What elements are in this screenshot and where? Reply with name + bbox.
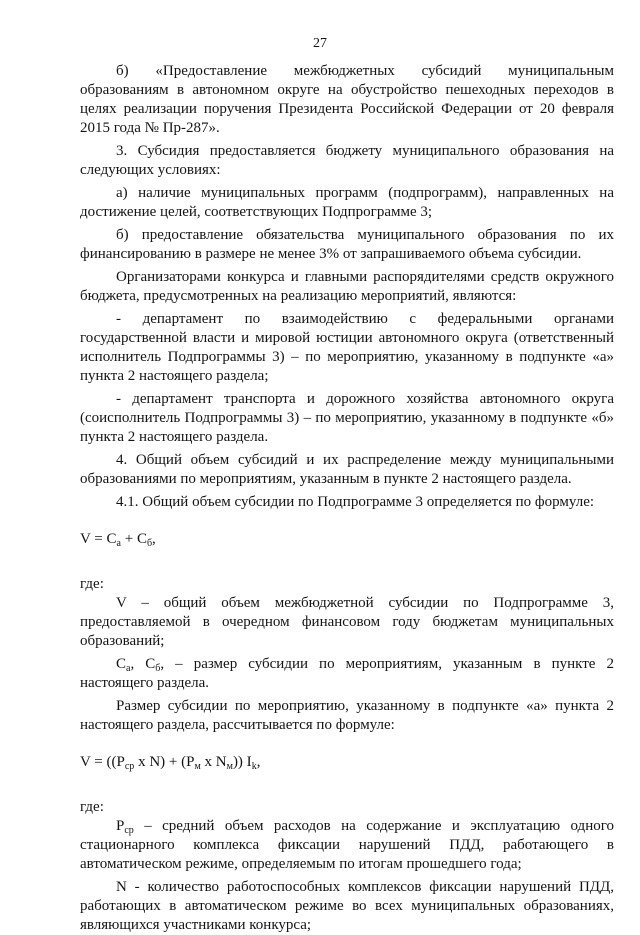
formula1-sub-b: б (146, 538, 153, 549)
formula-subsidy-a (80, 753, 614, 772)
formula1-plus: + C (120, 531, 147, 547)
paragraph-5: Организаторами конкурса и главными распорядителями средств окружного бюджета, предусмотренных на реализацию мероприятий, являются: (80, 269, 614, 304)
formula2-sub-m: м (194, 761, 201, 772)
paragraph-11 (80, 655, 614, 693)
symbol-p-sub: ср (124, 825, 134, 836)
formula2-part4: )) I (232, 754, 252, 770)
formula2-part1: V = ((P (80, 754, 125, 770)
paragraph-14: N - количество работоспособных комплексов фиксации нарушений ПДД, работающих в автоматическом режиме во всех муниципальных образованиях, являющихся участниками конкурса; (80, 879, 614, 933)
paragraph-12: Размер субсидии по мероприятию, указанному в подпункте «а» пункта 2 настоящего раздела, рассчитывается по формуле: (80, 698, 614, 733)
paragraph-11-text: – размер субсидии по мероприятиям, указанным в пункте 2 настоящего раздела. (80, 656, 614, 691)
paragraph-13-text: – средний объем расходов на содержание и эксплуатацию одного стационарного комплекса фиксации нарушений ПДД, работающего в автоматическом режиме, определяемым по итогам прошедшего года; (80, 818, 614, 872)
symbol-cb-sub: б (155, 663, 161, 674)
paragraph-7: - департамент транспорта и дорожного хозяйства автономного округа (соисполнитель Подпрограммы 3) – по мероприятию, указанному в подпункте «б» пункта 2 настоящего раздела. (80, 391, 614, 445)
formula1-sub-a: а (116, 538, 121, 549)
formula2-part3: x N (200, 754, 227, 770)
formula2-sub-m2: м (226, 761, 233, 772)
document-body (80, 62, 614, 935)
formula-total-subsidy (80, 530, 614, 549)
paragraph-8: 4. Общий объем субсидий и их распределение между муниципальными образованиями по мероприятиям, указанным в пункте 2 настоящего раздела. (80, 452, 614, 487)
formula2-end: , (256, 754, 261, 770)
paragraph-13 (80, 817, 614, 874)
paragraph-9: 4.1. Общий объем субсидии по Подпрограмме 3 определяется по формуле: (116, 494, 595, 510)
where-label-2: где: (80, 799, 104, 815)
formula2-sub-sr: ср (124, 761, 135, 772)
formula2-sub-k: k (251, 761, 257, 772)
paragraph-1: б) «Предоставление межбюджетных субсидий муниципальным образованиям в автономном округе на обустройство пешеходных переходов в целях реализации поручения Президента Российской Федерации от 20 февраля 2015 года № Пр-287». (80, 63, 614, 136)
symbol-p: P (116, 818, 125, 834)
formula2-part2: x N) + (P (134, 754, 195, 770)
symbol-comma: , (160, 656, 165, 672)
page-number: 27 (313, 36, 327, 51)
paragraph-4: б) предоставление обязательства муниципального образования по их финансированию в размере не менее 3% от запрашиваемого объема субсидии. (80, 227, 614, 262)
symbol-ca-sub: а (126, 663, 131, 674)
formula1-end: , (152, 531, 156, 547)
symbol-cb: , C (130, 656, 156, 672)
paragraph-2: 3. Субсидия предоставляется бюджету муниципального образования на следующих условиях: (80, 143, 614, 178)
where-label-1: где: (80, 576, 104, 592)
formula1-lhs: V = C (80, 531, 117, 547)
paragraph-3: а) наличие муниципальных программ (подпрограмм), направленных на достижение целей, соответствующих Подпрограмме 3; (80, 185, 614, 220)
paragraph-6: - департамент по взаимодействию с федеральными органами государственной власти и мировой юстиции автономного округа (ответственный исполнитель Подпрограммы 3) – по мероприятию, указанному в подпункте «а» пункта 2 настоящего раздела; (80, 311, 614, 384)
symbol-ca: C (116, 656, 127, 672)
paragraph-10: V – общий объем межбюджетной субсидии по Подпрограмме 3, предоставляемой в очередном финансовом году бюджетам муниципальных образований; (80, 595, 614, 649)
